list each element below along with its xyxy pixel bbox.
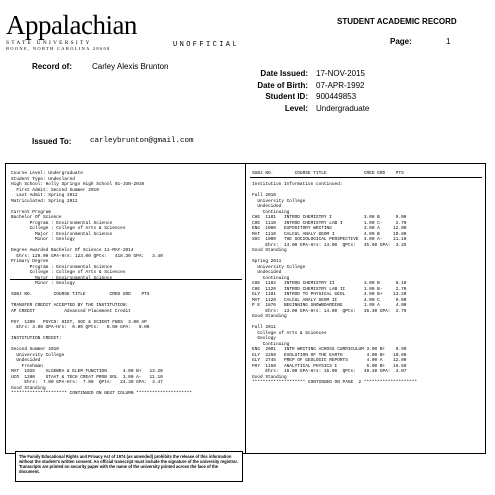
- date-issued-label: Date Issued:: [260, 69, 308, 78]
- dob-label: Date of Birth:: [257, 81, 308, 90]
- record-of-label: Record of:: [32, 62, 72, 71]
- issued-to-label: Issued To:: [32, 137, 72, 146]
- page-number: 1: [446, 37, 451, 46]
- page-label: Page:: [390, 37, 412, 46]
- date-issued-value: 17-NOV-2015: [316, 69, 365, 78]
- transcript-right-column: SUBJ NO. COURSE TITLE CRED GRD PTS Institution Information continued: Fall 2010 University College Undecided Continuing CHE 1101 INTROD CHEMISTRY I 3.00 B 9.00 CHE 1110 INTROD CHEMISTRY LAB I 1.00 C- 2.70 ENG 1000 EXPOSITORY WRITING 3.00 A 12.00 MAT 1110 CALCUL ANALY GEOM I 4.00 B 10.80 SOC 1000 THE SOCIOLOGICAL PERSPECTIVE 3.00 A- 11.10 Ehrs: 14.00 GPA-Hrs: 14.00 QPts: 45.60 GPA: 3.25 Good Standing Spring 2011 University College Undecided Continuing CHE 1102 INTROD CHEMISTRY II 3.00 B 8.10 CHE 1120 INTROD CHEMISTRY LAB II 1.00 B- 2.70 GLY 1101 INTROD TO PHYSICAL GEOL 4.00 B+ 13.20 MAT 1120 CALCUL ANALY GEOM II 4.00 C 9.00 P E 1876 BEGINNING SNOWBOARDING 1.00 A 4.00 Ehrs: 13.00 GPA-Hrs: 14.00 QPts: 36.30 GPA: 2.79 Good Standing Fall 2011 College of Arts & Sciences Geology Continuing ENG 2001 INTR WRITING ACROSS CURRICULUM 3.00 B+ 9.90 GLY 2250 EVOLUTION OF THE EARTH 4.00 B+ 10.80 GLY 2745 PREP OF GEOLOGIC REPORTS 4.00 A 12.00 PHY 1150 ANALYTICAL PHYSICS I 5.00 B+ 16.50 Ehrs: 16.00 GPA-Hrs: 16.00 QPts: 49.20 GPA: 3.07 Good Standing ******************** CONTINUED ON PAGE 2 ********************: [252, 171, 418, 385]
- logo-subtitle: STATE UNIVERSITY: [6, 40, 92, 46]
- dob-value: 07-APR-1992: [316, 81, 365, 90]
- ferpa-notice: [15, 451, 243, 482]
- level-value: Undergraduate: [316, 104, 370, 113]
- document-title: STUDENT ACADEMIC RECORD: [337, 17, 457, 26]
- column-divider: [245, 163, 246, 454]
- level-label: Level:: [284, 104, 308, 113]
- logo-location: BOONE, NORTH CAROLINA 28608: [6, 46, 111, 51]
- logo-name: Appalachian: [6, 10, 137, 40]
- transcript-left-column: Course Level: Undergraduate Student Type: Undeclared High School: Holly Springs High School 01-JUN-2010 First Admit: Second Summer 2010 Last Admit: Spring 2012 Matriculated: Spring 2012 Current Program Bachelor Of Science Program : Environmental Science College : College of Arts & Sciences Major : Environmental Science Minor : Geology Degree Awarded Bachelor Of Science 11-MAY-2014 Ehrs: 129.00 GPA-Hrs: 123.00 QPts: 418.30 GPA: 3.40 Primary Degree Program : Environmental Science College : College of Arts & Sciences Major : Environmental Science Minor : Geology SUBJ NO. COURSE TITLE CRED GRD PTS TRANSFER CREDIT ACCEPTED BY THE INSTITUTION: AP CREDIT Advanced Placement Credit PSY 1200 PSYCH: HIST, SOC & SCIENT FNDS 3.00 AP Ehrs: 3.00 GPA-Hrs: 0.00 QPts: 0.00 GPA: 0.00 INSTITUTION CREDIT: Second Summer 2010 University College Undecided Freshman MAT 1025 ALGEBRA & ELEM FUNCTION 4.00 B+ 13.20 UCO 1200 STAAT & TECH CREAT PROB SOL 3.00 A- 11.10 Ehrs: 7.00 GPA-Hrs: 7.00 QPts: 24.30 GPA: 3.47 Good Standing ********************* CONTINUED ON NEXT COLUMN *********************: [11, 171, 193, 396]
- student-id-value: 900449853: [316, 92, 357, 101]
- issued-to-email: carleybrunton@gmail.com: [90, 137, 194, 145]
- ferpa-notice-text: The Family Educational Rights and Privacy Act of 1974 (as amended) prohibits the release of this information without the student's written consent. An official transcript must include the signature of the university registrar. Transcripts are printed on security paper with the name of the university printed across the face of the document.: [19, 454, 238, 474]
- student-name: Carley Alexis Brunton: [92, 62, 169, 71]
- unofficial-label: UNOFFICIAL: [173, 41, 240, 49]
- university-logo: [6, 12, 156, 51]
- student-id-label: Student ID:: [265, 92, 308, 101]
